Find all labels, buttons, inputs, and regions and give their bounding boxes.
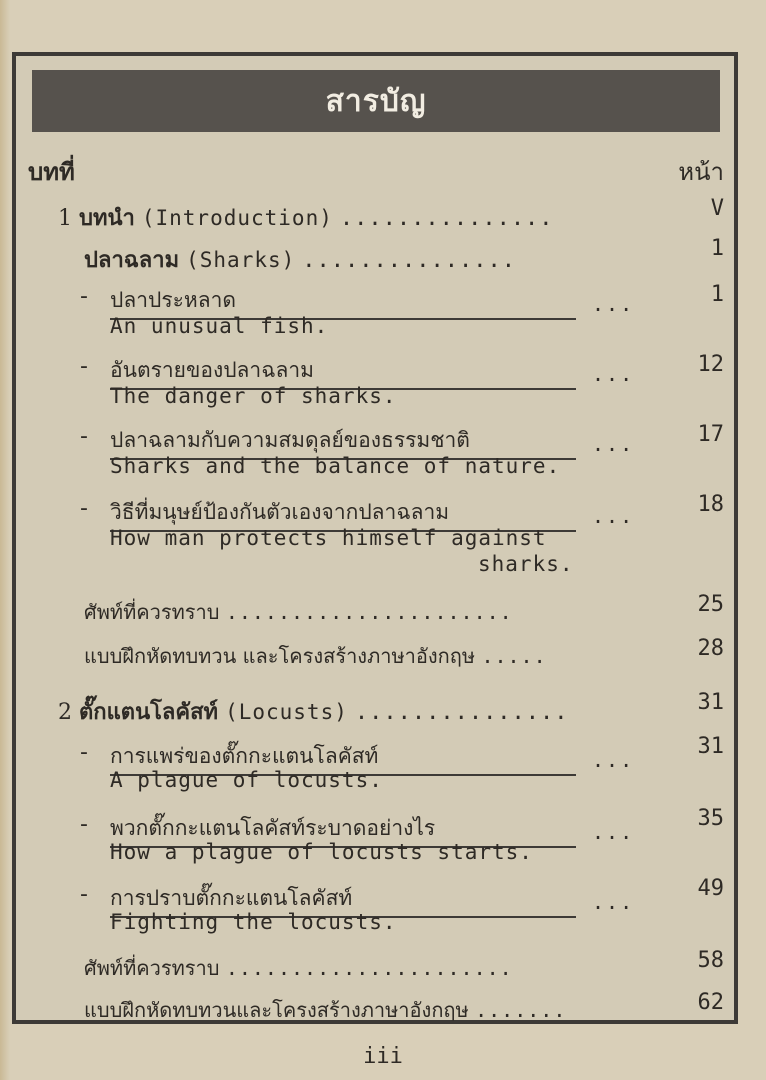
item-eng: The danger of sharks. [110,384,397,408]
vocab-label: ศัพท์ที่ควรทราบ [84,956,220,980]
item-eng: Sharks and the balance of nature. [110,454,561,478]
leader-dots: ..... [481,644,547,668]
toc-frame [12,52,738,1024]
vocab-row [84,952,513,984]
leader-dots: ... [592,292,635,316]
leader-dots: ............... [302,248,516,273]
leader-dots: ....... [475,998,567,1022]
chapter-header: บทที่ [28,158,75,186]
leader-dots: ...................... [225,956,513,980]
item-thai: ปลาฉลามกับความสมดุลย์ของธรรมชาติ [110,424,576,460]
vocab-row [84,596,513,628]
leader-dots: ... [592,432,635,456]
item-thai: อันตรายของปลาฉลาม [110,354,576,390]
item-eng-continued: sharks. [478,552,574,576]
section-row [84,242,516,277]
exercise-page: 62 [697,990,724,1015]
item-eng: How a plague of locusts starts. [110,840,533,864]
chapter-2-page: 31 [697,690,724,715]
toc-title: สารบัญ [32,70,720,132]
item-dash: - [80,740,88,765]
leader-dots: ... [592,820,635,844]
item-thai: ปลาประหลาด [110,284,576,320]
item-dash: - [80,354,88,379]
item-page: 31 [697,734,724,759]
item-dash: - [80,812,88,837]
section-page: 1 [710,236,724,261]
item-eng: Fighting the locusts. [110,910,397,934]
item-page: 18 [697,492,724,517]
item-thai: พวกตั๊กกะแตนโลคัสท์ระบาดอย่างไร [110,812,576,848]
exercise-label: แบบฝึกหัดทบทวนและโครงสร้างภาษาอังกฤษ [84,998,469,1022]
vocab-page: 58 [697,948,724,973]
section-title-thai: ปลาฉลาม [84,248,180,273]
exercise-page: 28 [697,636,724,661]
item-dash: - [80,882,88,907]
leader-dots: ...................... [225,600,513,624]
item-eng: How man protects himself against [110,526,547,550]
exercise-label: แบบฝึกหัดทบทวน และโครงสร้างภาษาอังกฤษ [84,644,476,668]
vocab-label: ศัพท์ที่ควรทราบ [84,600,220,624]
paper-edge [0,0,10,1080]
item-dash: - [80,424,88,449]
exercise-row [84,994,566,1026]
vocab-page: 25 [697,592,724,617]
item-thai: วิธีที่มนุษย์ป้องกันตัวเองจากปลาฉลาม [110,496,576,532]
item-page: 35 [697,806,724,831]
page-number: iii [363,1044,403,1069]
chapter-1-page: V [710,196,724,221]
item-page: 17 [697,422,724,447]
leader-dots: ............... [339,206,554,231]
item-thai: การแพร่ของตั๊กกะแตนโลคัสท์ [110,740,576,776]
leader-dots: ... [592,504,635,528]
item-page: 1 [710,282,724,307]
item-dash: - [80,496,88,521]
item-eng: An unusual fish. [110,314,329,338]
chapter-2-row [58,694,569,729]
chapter-title-eng: (Locusts) [225,700,348,724]
leader-dots: ............... [354,700,569,725]
section-title-eng: (Sharks) [186,248,296,272]
leader-dots: ... [592,748,635,772]
leader-dots: ... [592,890,635,914]
item-page: 49 [697,876,724,901]
chapter-number: 1 [58,206,72,231]
leader-dots: ... [592,362,635,386]
chapter-number: 2 [58,700,72,725]
chapter-title-eng: (Introduction) [141,206,333,230]
page-header: หน้า [678,158,724,186]
chapter-title-thai: ตั๊กแตนโลคัสท์ [79,700,219,725]
exercise-row [84,640,547,672]
item-thai: การปราบตั๊กกะแตนโลคัสท์ [110,882,576,918]
chapter-title-thai: บทนำ [79,206,135,231]
item-dash: - [80,284,88,309]
item-eng: A plague of locusts. [110,768,383,792]
chapter-1-row [58,200,554,235]
item-page: 12 [697,352,724,377]
